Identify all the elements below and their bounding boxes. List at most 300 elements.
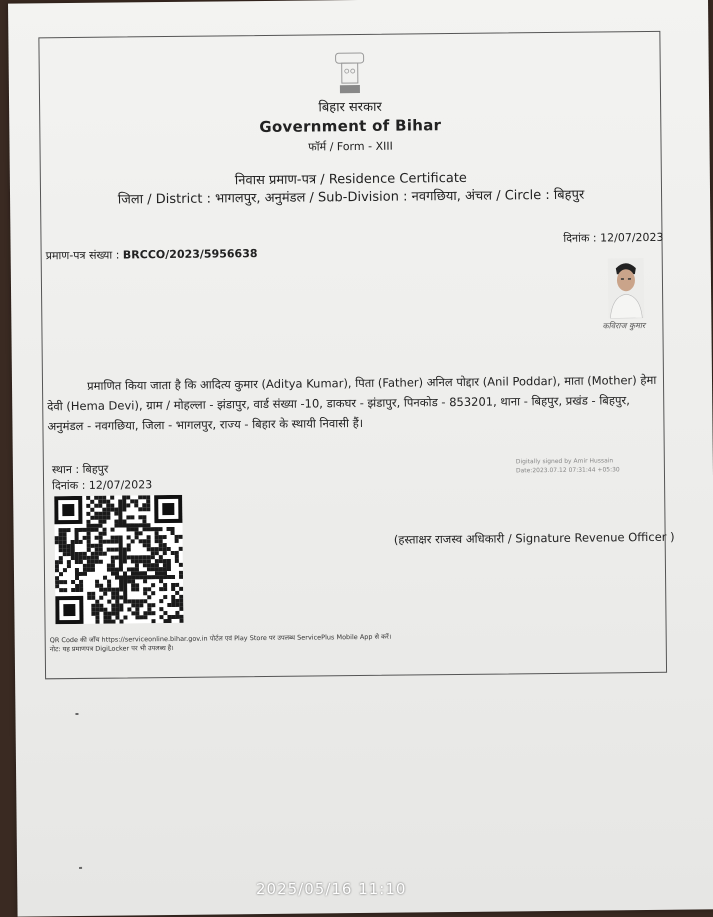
qr-module [102, 496, 106, 500]
qr-module [151, 563, 155, 567]
qr-module [90, 508, 94, 512]
qr-module [127, 527, 131, 531]
qr-module [67, 564, 71, 568]
qr-module [91, 544, 95, 548]
footer-line1: QR Code की जाँच https://serviceonline.bihar.gov.in पोर्टल एवं Play Store पर उपलब्ध ServicePlus Mobile App से करें। [49, 632, 392, 645]
qr-module [123, 591, 127, 595]
qr-module [135, 531, 139, 535]
qr-module [91, 612, 95, 616]
qr-module [103, 532, 107, 536]
qr-module [67, 560, 71, 564]
qr-module [91, 608, 95, 612]
qr-module [135, 583, 139, 587]
subdivision-label: अनुमंडल / Sub-Division : [264, 189, 408, 206]
qr-module [91, 552, 95, 556]
qr-module [115, 588, 119, 592]
qr-module [155, 551, 159, 555]
qr-module [131, 599, 135, 603]
qr-module [83, 536, 87, 540]
qr-module [102, 520, 106, 524]
qr-module [135, 555, 139, 559]
qr-module [75, 584, 79, 588]
qr-module [123, 599, 127, 603]
qr-module [103, 576, 107, 580]
qr-module [75, 552, 79, 556]
qr-module [122, 523, 126, 527]
qr-module [171, 583, 175, 587]
qr-module [55, 568, 59, 572]
qr-module [171, 615, 175, 619]
qr-module [99, 608, 103, 612]
qr-module [119, 563, 123, 567]
qr-module [79, 552, 83, 556]
qr-module [111, 548, 115, 552]
qr-module [175, 555, 179, 559]
qr-module [86, 504, 90, 508]
qr-module [167, 603, 171, 607]
qr-module [63, 568, 67, 572]
qr-module [115, 604, 119, 608]
qr-module [163, 551, 167, 555]
qr-module [79, 556, 83, 560]
qr-module [87, 596, 91, 600]
qr-module [122, 503, 126, 507]
qr-module [167, 575, 171, 579]
qr-module [79, 584, 83, 588]
qr-module [75, 556, 79, 560]
certificate-number-label: प्रमाण-पत्र संख्या : [45, 248, 120, 263]
qr-module [118, 503, 122, 507]
qr-module [123, 551, 127, 555]
qr-module [95, 552, 99, 556]
qr-module [163, 567, 167, 571]
qr-module [115, 536, 119, 540]
qr-module [118, 515, 122, 519]
qr-module [115, 612, 119, 616]
digital-signature [516, 456, 620, 475]
qr-module [55, 560, 59, 564]
qr-module [143, 555, 147, 559]
qr-module [139, 571, 143, 575]
qr-module [143, 615, 147, 619]
qr-module [135, 611, 139, 615]
qr-module [163, 587, 167, 591]
qr-module [107, 600, 111, 604]
qr-module [111, 608, 115, 612]
qr-module [155, 535, 159, 539]
qr-module [119, 607, 123, 611]
qr-module [67, 548, 71, 552]
qr-module [106, 516, 110, 520]
qr-module [94, 512, 98, 516]
qr-module [119, 567, 123, 571]
qr-module [143, 575, 147, 579]
qr-module [143, 599, 147, 603]
qr-module [163, 571, 167, 575]
qr-module [75, 572, 79, 576]
qr-module [106, 512, 110, 516]
qr-module [179, 587, 183, 591]
qr-module [115, 556, 119, 560]
qr-module [111, 528, 115, 532]
qr-module [119, 555, 123, 559]
qr-module [143, 527, 147, 531]
footer-line2: नोट: यह प्रमाणपत्र DigiLocker पर भी उपलब्ध है। [49, 643, 174, 654]
qr-module [123, 595, 127, 599]
qr-module [95, 616, 99, 620]
qr-module [151, 611, 155, 615]
qr-module [119, 547, 123, 551]
qr-module [147, 539, 151, 543]
qr-module [163, 563, 167, 567]
qr-module [147, 595, 151, 599]
qr-module [147, 607, 151, 611]
qr-module [135, 607, 139, 611]
qr-module [59, 556, 63, 560]
qr-module [111, 596, 115, 600]
qr-module [123, 583, 127, 587]
qr-module [55, 564, 59, 568]
qr-module [115, 568, 119, 572]
qr-module [55, 540, 59, 544]
qr-module [71, 580, 75, 584]
qr-module [131, 567, 135, 571]
qr-module [79, 588, 83, 592]
qr-module [131, 575, 135, 579]
certificate-date-value: 12/07/2023 [600, 230, 664, 245]
qr-module [171, 599, 175, 603]
qr-module [75, 560, 79, 564]
qr-module [122, 519, 126, 523]
qr-module [75, 536, 79, 540]
qr-module [131, 611, 135, 615]
qr-module [135, 535, 139, 539]
qr-module [119, 535, 123, 539]
qr-module [179, 619, 183, 623]
qr-module [118, 511, 122, 515]
qr-module [95, 600, 99, 604]
qr-module [107, 540, 111, 544]
qr-module [135, 599, 139, 603]
qr-module [142, 519, 146, 523]
qr-module [175, 559, 179, 563]
qr-module [55, 576, 59, 580]
circle-label: अंचल / Circle : [464, 188, 550, 204]
certificate-frame [38, 31, 675, 679]
qr-module [179, 599, 183, 603]
qr-module [139, 539, 143, 543]
qr-module [111, 536, 115, 540]
qr-module [119, 583, 123, 587]
qr-module [179, 571, 183, 575]
qr-module [135, 615, 139, 619]
qr-module [119, 559, 123, 563]
qr-module [95, 536, 99, 540]
qr-module [71, 544, 75, 548]
photo-timestamp: 2025/05/16 11:10 [256, 880, 407, 898]
qr-module [75, 568, 79, 572]
qr-module [79, 528, 83, 532]
qr-module [118, 519, 122, 523]
qr-module [63, 536, 67, 540]
qr-module [147, 575, 151, 579]
qr-module [119, 543, 123, 547]
form-number: फॉर्म / Form - XIII [308, 139, 393, 154]
qr-module [163, 535, 167, 539]
qr-module [99, 544, 103, 548]
qr-module [103, 620, 107, 624]
qr-module [151, 591, 155, 595]
qr-module [147, 527, 151, 531]
qr-module [134, 503, 138, 507]
qr-module [134, 523, 138, 527]
qr-module [143, 563, 147, 567]
qr-module [63, 588, 67, 592]
qr-module [151, 603, 155, 607]
qr-module [131, 603, 135, 607]
issue-date [52, 477, 152, 493]
qr-module [63, 548, 67, 552]
qr-module [135, 559, 139, 563]
qr-module [143, 559, 147, 563]
certificate-date-label: दिनांक : [563, 231, 597, 245]
qr-module [103, 540, 107, 544]
qr-module [123, 615, 127, 619]
qr-module [175, 615, 179, 619]
qr-module [131, 555, 135, 559]
qr-module [151, 527, 155, 531]
qr-module [123, 575, 127, 579]
qr-module [102, 500, 106, 504]
qr-module [115, 600, 119, 604]
qr-module [147, 567, 151, 571]
qr-module [123, 579, 127, 583]
qr-module [86, 512, 90, 516]
qr-module [151, 575, 155, 579]
qr-module [179, 615, 183, 619]
qr-module [67, 544, 71, 548]
qr-module [127, 599, 131, 603]
qr-module [179, 603, 183, 607]
qr-module [127, 567, 131, 571]
qr-module [130, 523, 134, 527]
qr-module [115, 592, 119, 596]
qr-module [107, 584, 111, 588]
qr-module [99, 584, 103, 588]
qr-module [63, 528, 67, 532]
qr-module [95, 608, 99, 612]
qr-module [91, 528, 95, 532]
qr-module [87, 536, 91, 540]
qr-module [95, 548, 99, 552]
qr-module [95, 580, 99, 584]
qr-finder [63, 604, 75, 616]
qr-module [118, 507, 122, 511]
qr-module [123, 547, 127, 551]
qr-module [98, 496, 102, 500]
issue-date-value: 12/07/2023 [88, 478, 153, 492]
qr-module [71, 552, 75, 556]
qr-module [126, 495, 130, 499]
qr-module [87, 548, 91, 552]
qr-module [155, 559, 159, 563]
qr-module [115, 548, 119, 552]
qr-module [90, 500, 94, 504]
qr-module [98, 504, 102, 508]
qr-module [55, 580, 59, 584]
qr-module [71, 588, 75, 592]
qr-module [91, 556, 95, 560]
digital-signature-line2: Date:2023.07.12 07:31:44 +05:30 [515, 466, 620, 475]
qr-module [142, 523, 146, 527]
qr-module [151, 619, 155, 623]
qr-module [175, 599, 179, 603]
qr-module [138, 515, 142, 519]
government-title: Government of Bihar [259, 116, 442, 137]
qr-module [91, 596, 95, 600]
qr-module [179, 535, 183, 539]
qr-module [99, 536, 103, 540]
qr-module [146, 507, 150, 511]
qr-module [179, 547, 183, 551]
qr-module [86, 520, 90, 524]
qr-module [59, 544, 63, 548]
qr-module [167, 563, 171, 567]
qr-module [123, 587, 127, 591]
qr-module [110, 504, 114, 508]
qr-module [155, 527, 159, 531]
qr-module [135, 527, 139, 531]
qr-finder [162, 503, 174, 515]
qr-module [155, 547, 159, 551]
qr-module [146, 499, 150, 503]
qr-module [111, 612, 115, 616]
qr-module [98, 524, 102, 528]
qr-module [111, 564, 115, 568]
qr-module [83, 564, 87, 568]
qr-module [107, 612, 111, 616]
qr-module [91, 604, 95, 608]
footer-note [50, 633, 392, 655]
qr-module [111, 568, 115, 572]
qr-module [143, 539, 147, 543]
qr-module [127, 555, 131, 559]
qr-module [59, 528, 63, 532]
qr-module [111, 592, 115, 596]
qr-module [138, 523, 142, 527]
qr-module [135, 567, 139, 571]
qr-module [143, 591, 147, 595]
qr-module [114, 508, 118, 512]
qr-module [111, 556, 115, 560]
qr-module [115, 540, 119, 544]
qr-module [147, 563, 151, 567]
qr-module [135, 603, 139, 607]
qr-module [179, 595, 183, 599]
signature-revenue-officer: (हस्ताक्षर राजस्व अधिकारी / Signature Revenue Officer ) [393, 529, 675, 547]
qr-module [98, 500, 102, 504]
qr-module [147, 559, 151, 563]
qr-module [155, 563, 159, 567]
qr-module [130, 499, 134, 503]
qr-module [171, 603, 175, 607]
qr-module [159, 587, 163, 591]
qr-module [95, 620, 99, 624]
qr-module [86, 524, 90, 528]
qr-module [94, 496, 98, 500]
qr-module [163, 575, 167, 579]
qr-module [59, 532, 63, 536]
qr-module [67, 552, 71, 556]
qr-module [167, 619, 171, 623]
qr-module [119, 575, 123, 579]
qr-module [75, 532, 79, 536]
qr-module [119, 587, 123, 591]
qr-module [110, 496, 114, 500]
qr-module [175, 603, 179, 607]
qr-module [95, 528, 99, 532]
qr-module [151, 555, 155, 559]
qr-module [123, 555, 127, 559]
qr-module [135, 571, 139, 575]
digital-signature-line1: Digitally signed by Amir Hussain [515, 457, 614, 466]
qr-module [87, 540, 91, 544]
qr-module [159, 555, 163, 559]
qr-module [71, 548, 75, 552]
paper-speck [75, 713, 78, 715]
subdivision-value: नवगछिया, [411, 188, 461, 205]
qr-module [135, 563, 139, 567]
qr-finder [62, 504, 74, 516]
qr-module [83, 556, 87, 560]
qr-module [126, 523, 130, 527]
qr-module [122, 507, 126, 511]
qr-module [106, 504, 110, 508]
qr-module [99, 548, 103, 552]
qr-module [155, 531, 159, 535]
qr-module [175, 611, 179, 615]
qr-module [146, 495, 150, 499]
qr-module [99, 596, 103, 600]
qr-module [106, 508, 110, 512]
qr-module [94, 516, 98, 520]
qr-module [106, 500, 110, 504]
qr-module [171, 595, 175, 599]
qr-module [159, 575, 163, 579]
qr-module [155, 539, 159, 543]
qr-module [143, 611, 147, 615]
qr-module [127, 543, 131, 547]
qr-module [159, 607, 163, 611]
qr-module [147, 603, 151, 607]
qr-module [99, 540, 103, 544]
qr-code [54, 495, 183, 624]
qr-module [159, 535, 163, 539]
qr-module [114, 524, 118, 528]
qr-module [175, 551, 179, 555]
qr-module [63, 540, 67, 544]
qr-module [135, 575, 139, 579]
qr-module [79, 580, 83, 584]
qr-module [87, 556, 91, 560]
qr-module [119, 603, 123, 607]
qr-module [99, 552, 103, 556]
qr-module [138, 495, 142, 499]
qr-module [122, 499, 126, 503]
qr-module [171, 575, 175, 579]
qr-module [102, 516, 106, 520]
qr-module [63, 552, 67, 556]
